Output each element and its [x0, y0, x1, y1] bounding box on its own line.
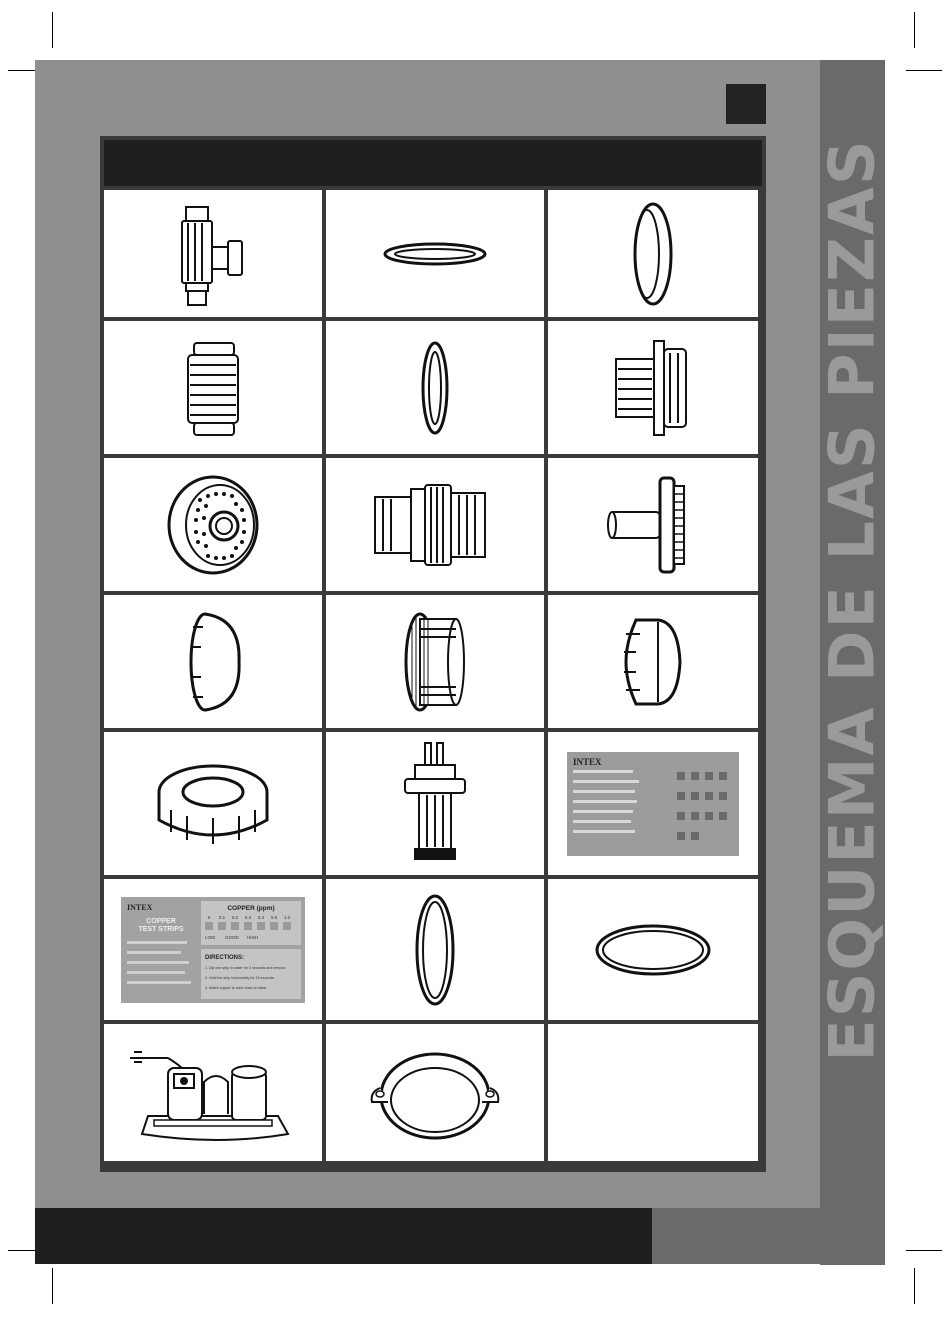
side-title: ESQUEMA DE LAS PIEZAS	[815, 138, 889, 1062]
parts-grid	[104, 190, 762, 1161]
test-strips-card-icon	[567, 752, 739, 856]
hose-adapter-icon	[365, 475, 505, 575]
part-o-ring-oval	[326, 879, 544, 1020]
o-ring-flat-icon	[593, 920, 713, 980]
crop-mark	[906, 70, 942, 71]
part-hose-nut	[104, 321, 322, 454]
footer-bar	[35, 1208, 652, 1264]
strainer-grid-icon	[158, 470, 268, 580]
direction-step: 2. Hold the strip horizontally for 15 seconds.	[205, 975, 275, 980]
copper-scale-title: COPPER (ppm)	[227, 904, 275, 912]
copper-card-title-1: COPPER	[146, 917, 176, 925]
scale-value: 0.4	[257, 914, 265, 920]
part-strainer-connector	[548, 321, 758, 454]
card-brand: INTEX	[573, 756, 602, 767]
chlorinator-pump-icon	[128, 1038, 298, 1148]
scale-value: 0.6	[270, 914, 278, 920]
crop-mark	[906, 1250, 942, 1251]
direction-step: 1. Dip one strip in water for 2 seconds and remove.	[205, 965, 287, 970]
part-cap-small	[548, 595, 758, 728]
hose-nut-icon	[178, 333, 248, 443]
crop-mark	[52, 1268, 53, 1304]
part-threaded-ring	[326, 595, 544, 728]
part-empty	[548, 1024, 758, 1161]
panel-header	[104, 140, 762, 186]
scale-label: HIGH	[247, 934, 259, 940]
o-ring-large-icon	[623, 199, 683, 309]
part-copper-test-strips	[104, 879, 322, 1020]
part-washer	[326, 321, 544, 454]
washer-icon	[415, 333, 455, 443]
clamp-ring-icon	[360, 1038, 510, 1148]
scale-value: 1.0	[283, 914, 291, 920]
part-hose-adapter	[326, 458, 544, 591]
electrode-cell-icon	[395, 739, 475, 869]
part-plunger-valve	[104, 190, 322, 317]
part-plug-connector	[548, 458, 758, 591]
part-electrode-cell	[326, 732, 544, 875]
crop-mark	[914, 12, 915, 48]
page-number-box	[726, 84, 766, 124]
crop-mark	[914, 1268, 915, 1304]
copper-card-title-2: TEST STRIPS	[138, 925, 184, 933]
part-flat-ring	[326, 190, 544, 317]
threaded-ring-icon	[400, 607, 470, 717]
part-cap	[104, 595, 322, 728]
scale-value: 0.2	[231, 914, 239, 920]
scale-label: GOOD	[225, 934, 239, 940]
part-test-strips-card	[548, 732, 758, 875]
scale-value: 0.1	[218, 914, 226, 920]
crop-mark	[52, 12, 53, 48]
plunger-valve-icon	[158, 199, 268, 309]
scale-value: 0	[207, 914, 211, 920]
part-o-ring-flat	[548, 879, 758, 1020]
scale-value: 0.3	[244, 914, 252, 920]
cap-small-icon	[618, 612, 688, 712]
directions-title: DIRECTIONS:	[205, 954, 244, 961]
footer-accent	[652, 1208, 820, 1264]
copper-test-strips-icon	[121, 897, 305, 1003]
part-chlorinator-pump-unit	[104, 1024, 322, 1161]
direction-step: 3. Match copper to color chart on label.	[205, 985, 268, 990]
plug-connector-icon	[598, 470, 708, 580]
part-o-ring-large	[548, 190, 758, 317]
nut-icon	[153, 754, 273, 854]
copper-card-brand: INTEX	[127, 902, 153, 912]
strainer-connector-icon	[608, 333, 698, 443]
part-clamp-ring	[326, 1024, 544, 1161]
cap-icon	[183, 607, 243, 717]
o-ring-oval-icon	[410, 890, 460, 1010]
scale-label: LOW	[205, 934, 216, 940]
flat-ring-icon	[380, 234, 490, 274]
part-strainer-grid	[104, 458, 322, 591]
parts-panel	[100, 136, 766, 1172]
part-nut	[104, 732, 322, 875]
